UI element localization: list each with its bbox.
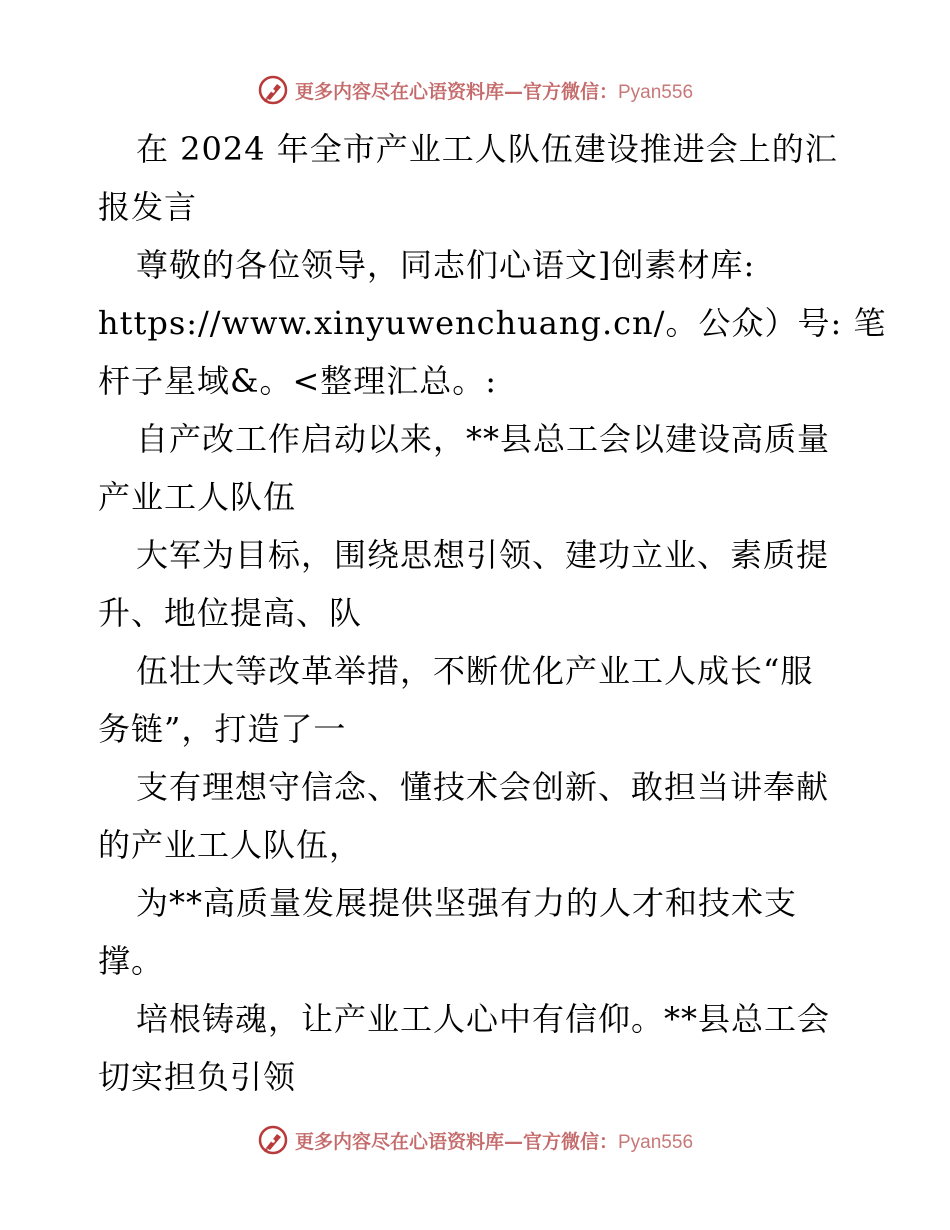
watermark-text xyxy=(295,77,693,104)
text-line: 自产改工作启动以来，**县总工会以建设高质量 xyxy=(136,420,831,458)
text-line: 升、地位提高、队 xyxy=(98,594,363,632)
watermark-text xyxy=(295,1127,693,1154)
text-line: 杆子星域&。<整理汇总。: xyxy=(98,362,498,400)
pen-nib-logo-icon xyxy=(257,1124,289,1156)
wechat-id: Pyan556 xyxy=(618,1131,694,1153)
text-line: 大军为目标，围绕思想引领、建功立业、素质提 xyxy=(136,536,830,574)
text-line: 为**高质量发展提供坚强有力的人才和技术支 xyxy=(136,884,798,922)
text-line: 伍壮大等改革举措，不断优化产业工人成长“服 xyxy=(136,652,814,690)
text-line: 的产业工人队伍， xyxy=(98,826,363,864)
watermark-prefix: 更多内容尽在心语资料库—官方微信： xyxy=(294,1130,618,1153)
text-line: 切实担负引领 xyxy=(98,1058,297,1096)
footer-watermark-banner xyxy=(0,1120,950,1160)
text-line: 培根铸魂，让产业工人心中有信仰。**县总工会 xyxy=(136,1000,831,1038)
text-line: 支有理想守信念、懂技术会创新、敢担当讲奉献 xyxy=(136,768,830,806)
text-line: 产业工人队伍 xyxy=(98,478,297,516)
text-line: 尊敬的各位领导，同志们心语文]创素材库: xyxy=(136,246,756,284)
wechat-id: Pyan556 xyxy=(618,81,694,103)
text-line: 撑。 xyxy=(98,942,165,980)
text-line: 报发言 xyxy=(98,188,198,226)
pen-nib-logo-icon xyxy=(257,74,289,106)
text-line: 在 2024 年全市产业工人队伍建设推进会上的汇 xyxy=(136,130,838,168)
document-body xyxy=(98,120,887,1106)
text-line: 务链”，打造了一 xyxy=(98,710,347,748)
watermark-prefix: 更多内容尽在心语资料库—官方微信： xyxy=(294,80,618,103)
header-watermark-banner xyxy=(0,70,950,110)
text-line: https://www.xinyuwenchuang.cn/。公众）号: 笔 xyxy=(98,304,887,342)
